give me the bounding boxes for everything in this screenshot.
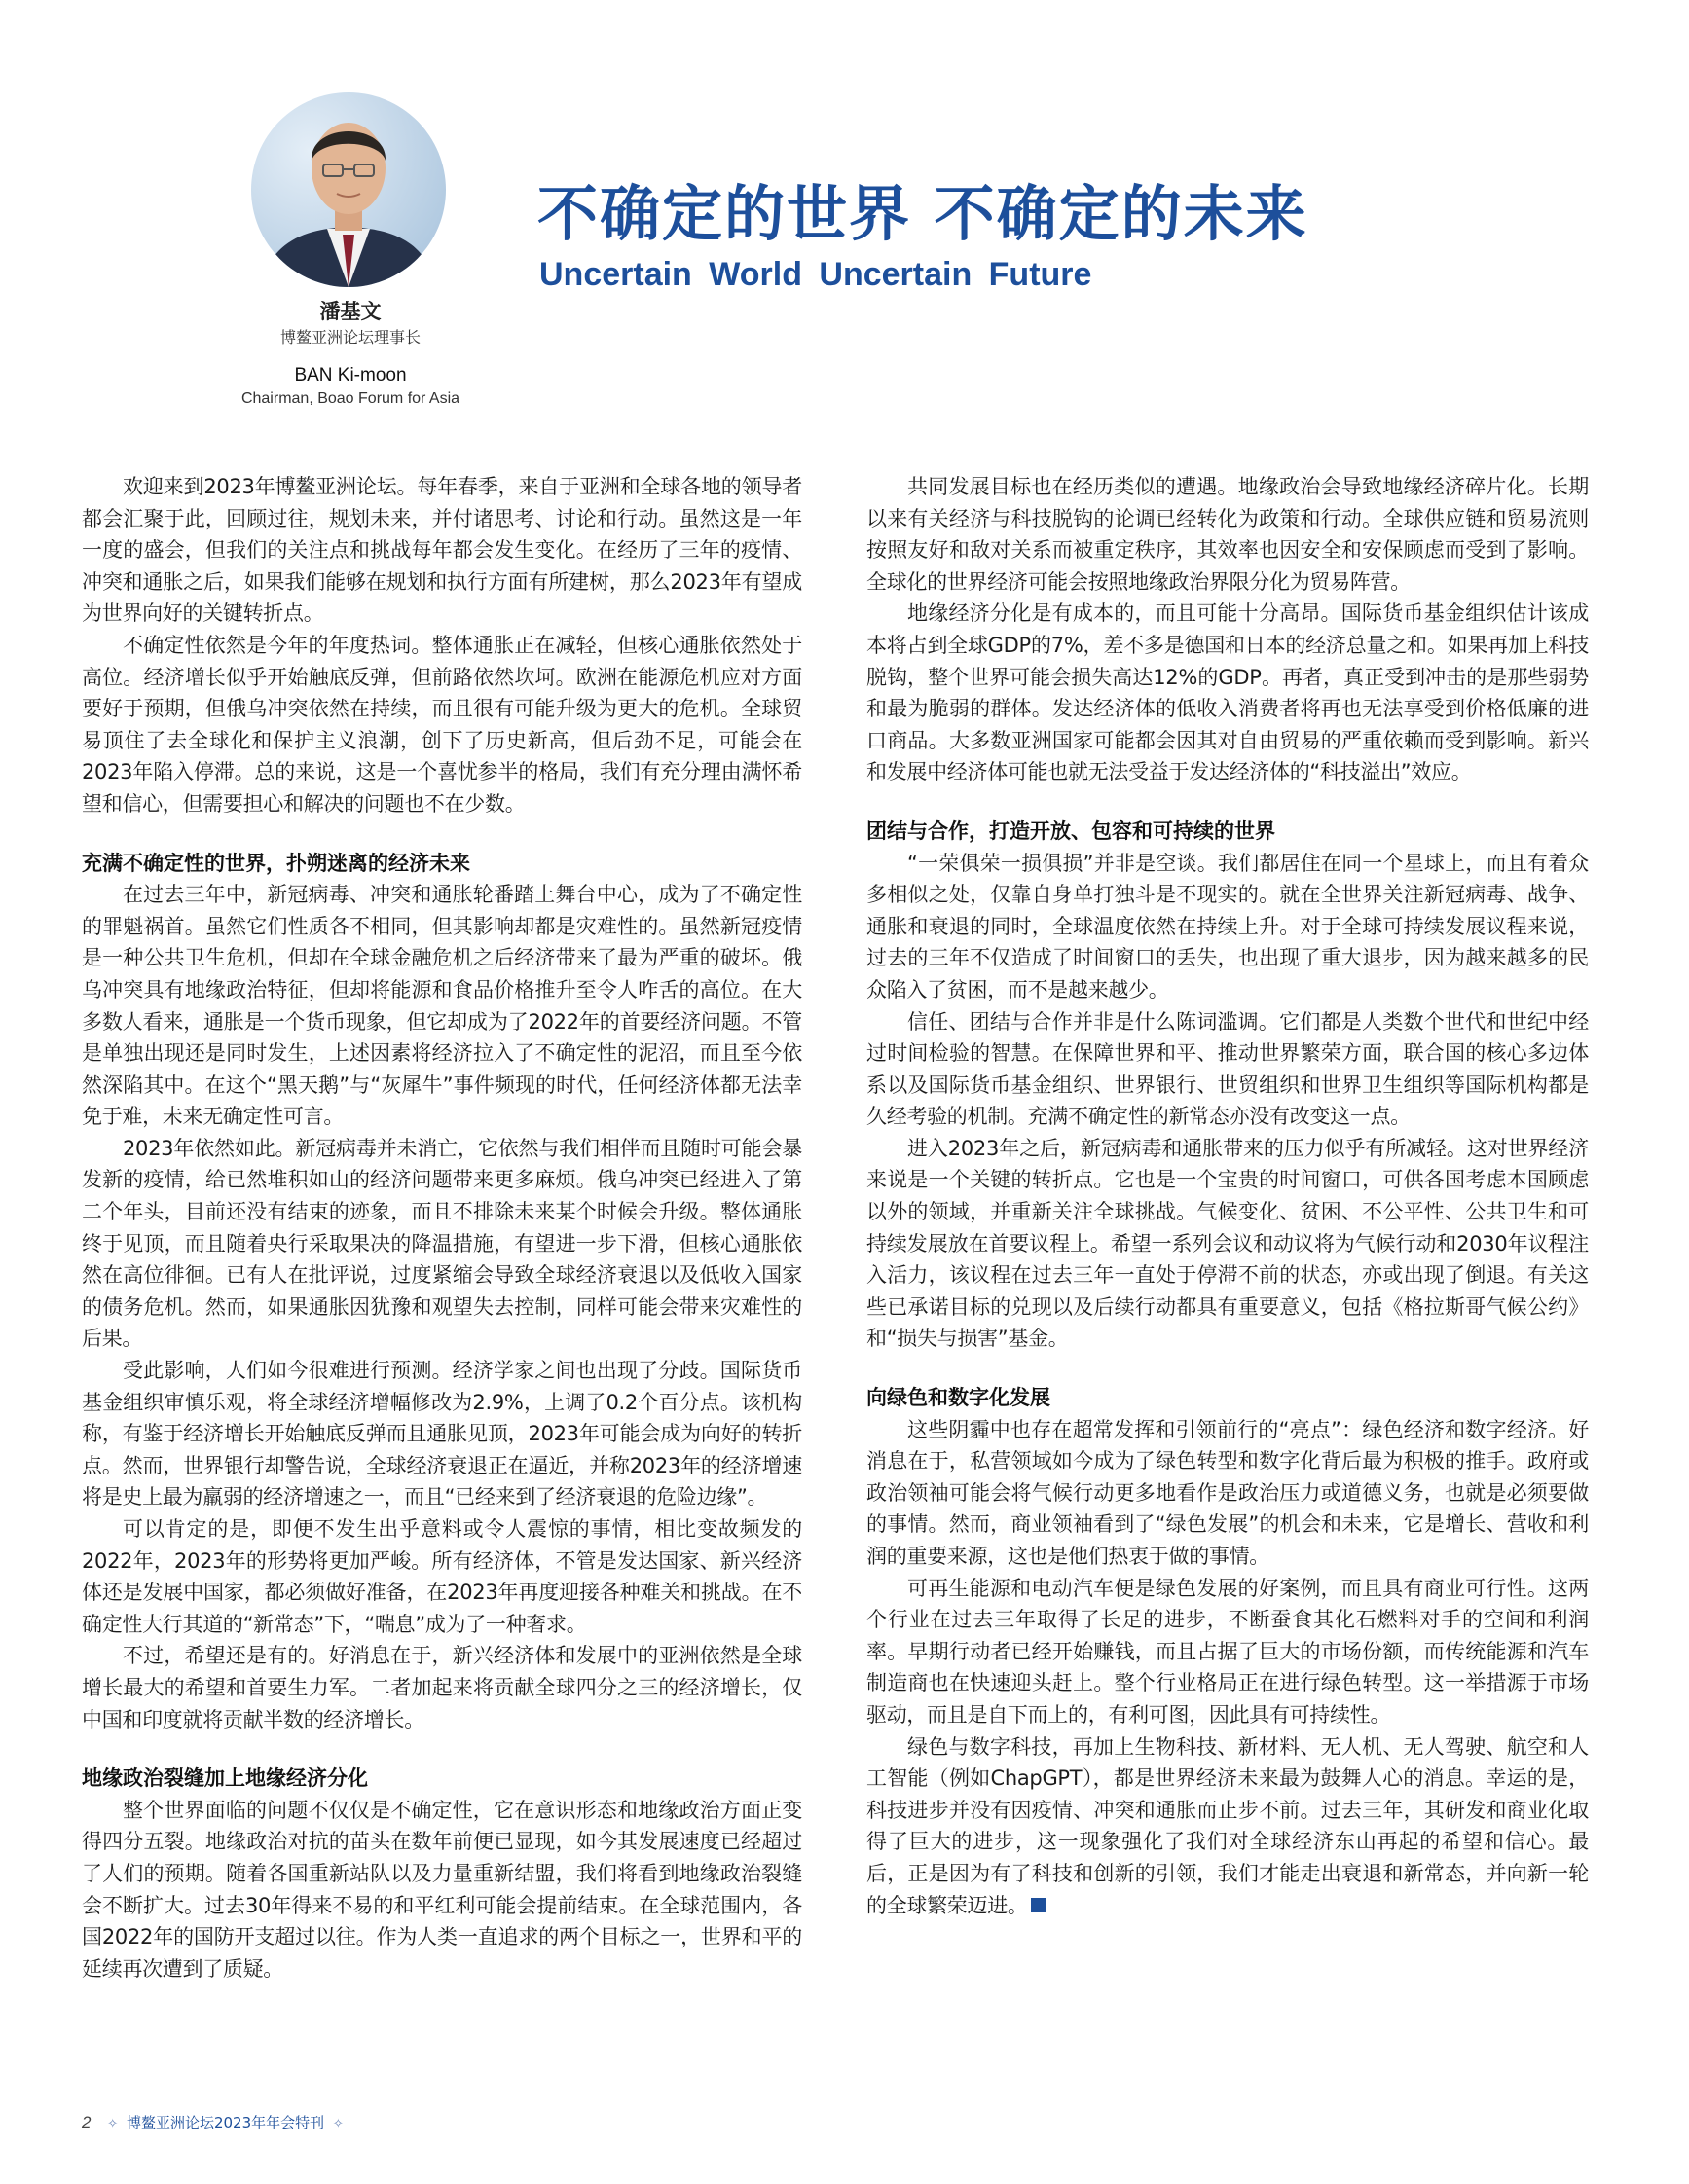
sparkle-icon: ✧	[107, 2117, 119, 2131]
paragraph: 信任、团结与合作并非是什么陈词滥调。它们都是人类数个世代和世纪中经过时间检验的智慧。在保障世界和平、推动世界繁荣方面，联合国的核心多边体系以及国际货币基金组织、世界银行、世贸组织和世界卫生组织等国际机构都是久经考验的机制。充满不确定性的新常态亦没有改变这一点。	[866, 1009, 1589, 1129]
author-info	[185, 297, 516, 410]
paragraph: 地缘经济分化是有成本的，而且可能十分高昂。国际货币基金组织估计该成本将占到全球GDP的7%，差不多是德国和日本的经济总量之和。如果再加上科技脱钩，整个世界可能会损失高达12%的GDP。再者，真正受到冲击的是那些弱势和最为脆弱的群体。发达经济体的低收入消费者将再也无法享受到价格低廉的进口商品。大多数亚洲国家可能都会因其对自由贸易的严重依赖而受到影响。新兴和发展中经济体可能也就无法受益于发达经济体的“科技溢出”效应。	[866, 601, 1589, 784]
end-mark-icon	[1031, 1898, 1046, 1912]
right-column	[866, 471, 1589, 1921]
page-number: 2	[82, 2113, 92, 2131]
author-name-en: BAN Ki-moon	[294, 365, 407, 385]
paragraph: 可以肯定的是，即便不发生出乎意料或令人震惊的事情，相比变故频发的2022年，2023年的形势将更加严峻。所有经济体，不管是发达国家、新兴经济体还是发展中国家，都必须做好准备，在2023年再度迎接各种难关和挑战。在不确定性大行其道的“新常态”下，“喘息”成为了一种奢求。	[82, 1517, 802, 1636]
left-column	[82, 471, 802, 1984]
paragraph: 受此影响，人们如今很难进行预测。经济学家之间也出现了分歧。国际货币基金组织审慎乐观，将全球经济增幅修改为2.9%，上调了0.2个百分点。该机构称，有鉴于经济增长开始触底反弹而且通胀见顶，2023年可能会成为向好的转折点。然而，世界银行却警告说，全球经济衰退正在逼近，并称2023年的经济增速将是史上最为羸弱的经济增速之一，而且“已经来到了经济衰退的危险边缘”。	[82, 1359, 802, 1510]
section-heading: 团结与合作，打造开放、包容和可持续的世界	[866, 819, 1275, 843]
author-role-cn: 博鳌亚洲论坛理事长	[279, 328, 421, 346]
page-title: 不确定的世界 不确定的未来	[537, 178, 1308, 249]
paragraph: 这些阴霾中也存在超常发挥和引领前行的“亮点”：绿色经济和数字经济。好消息在于，私营领域如今成为了绿色转型和数字化背后最为积极的推手。政府或政治领袖可能会将气候行动更多地看作是政治压力或道德义务，也就是必须要做的事情。然而，商业领袖看到了“绿色发展”的机会和未来，它是增长、营收和利润的重要来源，这也是他们热衷于做的事情。	[866, 1417, 1589, 1568]
section-heading: 向绿色和数字化发展	[866, 1386, 1050, 1410]
section-heading: 充满不确定性的世界，扑朔迷离的经济未来	[82, 851, 470, 875]
author-role-en: Chairman, Boao Forum for Asia	[240, 390, 460, 407]
author-portrait	[251, 92, 446, 287]
paragraph: 可再生能源和电动汽车便是绿色发展的好案例，而且具有商业可行性。这两个行业在过去三年取得了长足的进步，不断蚕食其化石燃料对手的空间和利润率。早期行动者已经开始赚钱，而且占据了巨大的市场份额，而传统能源和汽车制造商也在快速迎头赶上。整个行业格局正在进行绿色转型。这一举措源于市场驱动，而且是自下而上的，有利可图，因此具有可持续性。	[866, 1576, 1589, 1727]
paragraph	[866, 1731, 1589, 1922]
author-name-cn: 潘基文	[319, 300, 382, 323]
paragraph: 整个世界面临的问题不仅仅是不确定性，它在意识形态和地缘政治方面正变得四分五裂。地缘政治对抗的苗头在数年前便已显现，如今其发展速度已经超过了人们的预期。随着各国重新站队以及力量重新结盟，我们将看到地缘政治裂缝会不断扩大。过去30年得来不易的和平红利可能会提前结束。在全球范围内，各国2022年的国防开支超过以往。作为人类一直追求的两个目标之一，世界和平的延续再次遭到了质疑。	[82, 1798, 802, 1981]
paragraph: 2023年依然如此。新冠病毒并未消亡，它依然与我们相伴而且随时可能会暴发新的疫情，给已然堆积如山的经济问题带来更多麻烦。俄乌冲突已经进入了第二个年头，目前还没有结束的迹象，而且不排除未来某个时候会升级。整体通胀终于见顶，而且随着央行采取果决的降温措施，有望进一步下滑，但核心通胀依然在高位徘徊。已有人在批评说，过度紧缩会导致全球经济衰退以及低收入国家的债务危机。然而，如果通胀因犹豫和观望失去控制，同样可能会带来灾难性的后果。	[82, 1136, 802, 1351]
paragraph: 进入2023年之后，新冠病毒和通胀带来的压力似乎有所减轻。这对世界经济来说是一个关键的转折点。它也是一个宝贵的时间窗口，可供各国考虑本国顾虑以外的领域，并重新关注全球挑战。气候变化、贫困、不公平性、公共卫生和可持续发展放在首要议程上。希望一系列会议和动议将为气候行动和2030年议程注入活力，该议程在过去三年一直处于停滞不前的状态，亦或出现了倒退。有关这些已承诺目标的兑现以及后续行动都具有重要意义，包括《格拉斯哥气候公约》和“损失与损害”基金。	[866, 1136, 1589, 1351]
paragraph-text: 绿色与数字科技，再加上生物科技、新材料、无人机、无人驾驶、航空和人工智能（例如ChapGPT），都是世界经济未来最为鼓舞人心的消息。幸运的是，科技进步并没有因疫情、冲突和通胀而止步不前。过去三年，其研发和商业化取得了巨大的进步，这一现象强化了我们对全球经济东山再起的希望和信心。最后，正是因为有了科技和创新的引领，我们才能走出衰退和新常态，并向新一轮的全球繁荣迈进。	[866, 1734, 1589, 1917]
paragraph: 欢迎来到2023年博鳌亚洲论坛。每年春季，来自于亚洲和全球各地的领导者都会汇聚于此，回顾过往，规划未来，并付诸思考、讨论和行动。虽然这是一年一度的盛会，但我们的关注点和挑战每年都会发生变化。在经历了三年的疫情、冲突和通胀之后，如果我们能够在规划和执行方面有所建树，那么2023年有望成为世界向好的关键转折点。	[82, 475, 802, 626]
sparkle-icon: ✧	[332, 2117, 344, 2131]
paragraph: 在过去三年中，新冠病毒、冲突和通胀轮番踏上舞台中心，成为了不确定性的罪魁祸首。虽然它们性质各不相同，但其影响却都是灾难性的。虽然新冠疫情是一种公共卫生危机，但却在全球金融危机之后经济带来了最为严重的破坏。俄乌冲突具有地缘政治特征，但却将能源和食品价格推升至令人咋舌的高位。在大多数人看来，通胀是一个货币现象，但它却成为了2022年的首要经济问题。不管是单独出现还是同时发生，上述因素将经济拉入了不确定性的泥沼，而且至今依然深陷其中。在这个“黑天鹅”与“灰犀牛”事件频现的时代，任何经济体都无法幸免于难，未来无确定性可言。	[82, 883, 802, 1129]
page-footer	[82, 2112, 348, 2132]
paragraph: “一荣俱荣一损俱损”并非是空谈。我们都居住在同一个星球上，而且有着众多相似之处，仅靠自身单打独斗是不现实的。就在全世界关注新冠病毒、战争、通胀和衰退的同时，全球温度依然在持续上升。对于全球可持续发展议程来说，过去的三年不仅造成了时间窗口的丢失，也出现了重大退步，因为越来越多的民众陷入了贫困，而不是越来越少。	[866, 851, 1589, 1001]
paragraph: 共同发展目标也在经历类似的遭遇。地缘政治会导致地缘经济碎片化。长期以来有关经济与科技脱钩的论调已经转化为政策和行动。全球供应链和贸易流则按照友好和敌对关系而被重定秩序，其效率也因安全和安保顾虑而受到了影响。全球化的世界经济可能会按照地缘政治界限分化为贸易阵营。	[866, 475, 1589, 594]
section-heading: 地缘政治裂缝加上地缘经济分化	[82, 1766, 368, 1791]
paragraph: 不确定性依然是今年的年度热词。整体通胀正在减轻，但核心通胀依然处于高位。经济增长似乎开始触底反弹，但前路依然坎坷。欧洲在能源危机应对方面要好于预期，但俄乌冲突依然在持续，而且很有可能升级为更大的危机。全球贸易顶住了去全球化和保护主义浪潮，创下了历史新高，但后劲不足，可能会在2023年陷入停滞。总的来说，这是一个喜忧参半的格局，我们有充分理由满怀希望和信心，但需要担心和解决的问题也不在少数。	[82, 633, 802, 816]
paragraph: 不过，希望还是有的。好消息在于，新兴经济体和发展中的亚洲依然是全球增长最大的希望和首要生力军。二者加起来将贡献全球四分之三的经济增长，仅中国和印度就将贡献半数的经济增长。	[82, 1644, 802, 1731]
page-title-en: Uncertain World Uncertain Future	[539, 256, 1092, 293]
publication-name: 博鳌亚洲论坛2023年年会特刊	[126, 2114, 325, 2131]
